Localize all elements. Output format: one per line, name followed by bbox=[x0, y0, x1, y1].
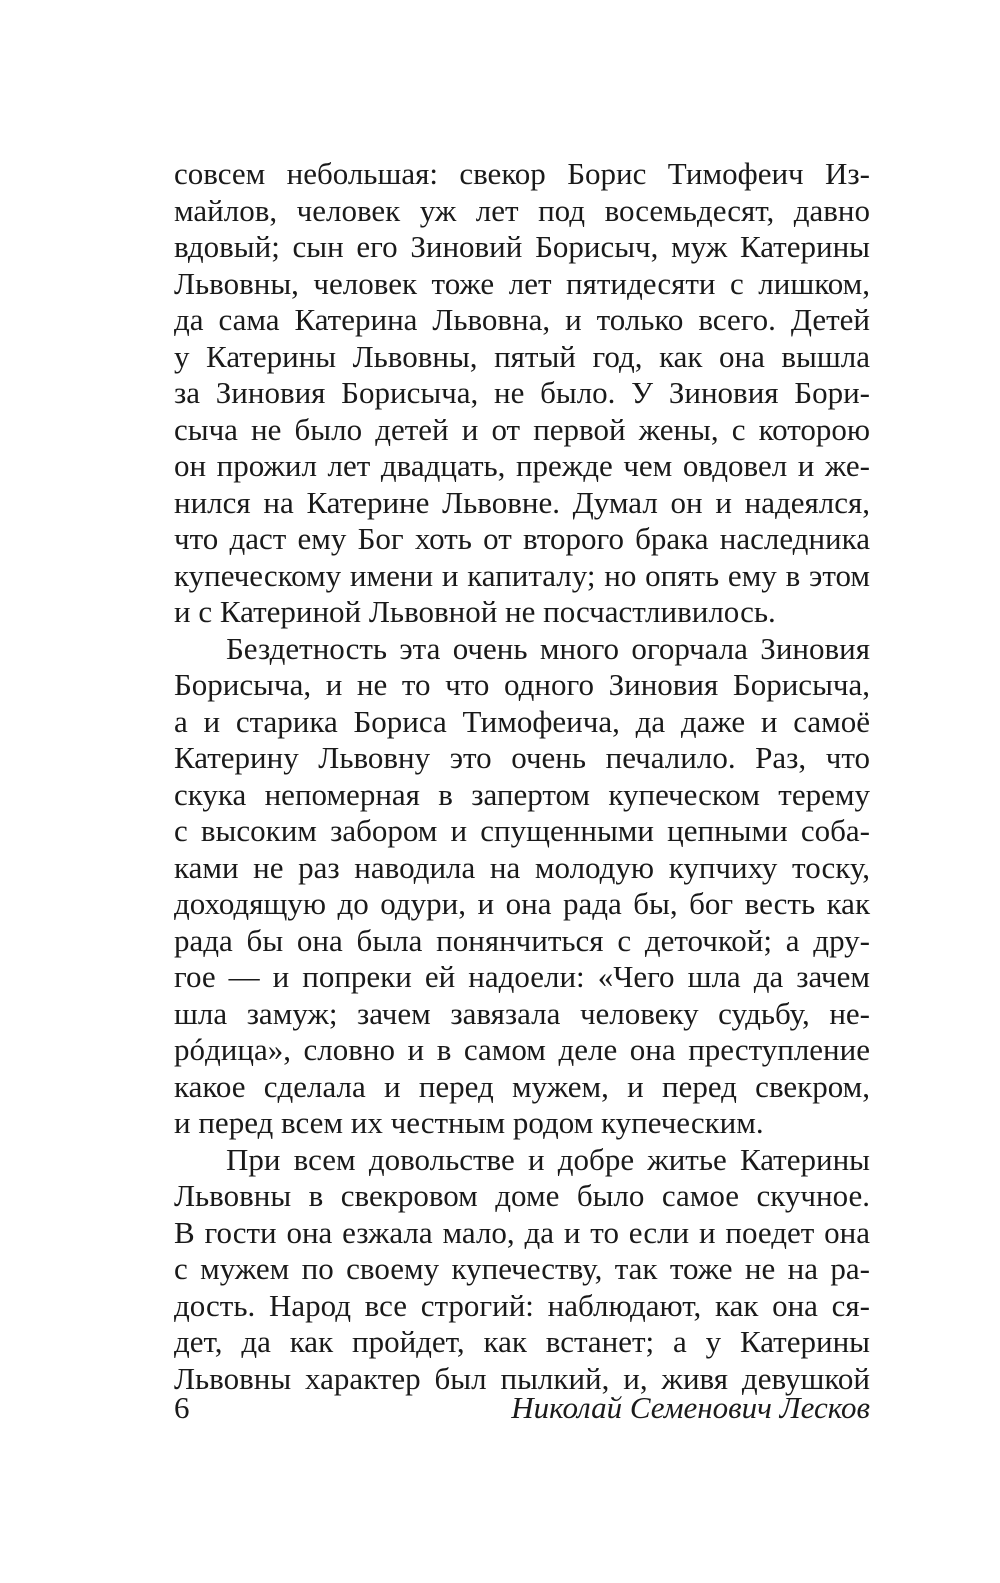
text-line: нился на Катерине Львовне. Думал он и надеялся, bbox=[174, 484, 870, 520]
author-name: Николай Семенович Лесков bbox=[511, 1390, 870, 1425]
text-line: какое сделала и перед мужем, и перед свекром, bbox=[174, 1068, 870, 1104]
text-line: с мужем по своему купечеству, так тоже не на ра- bbox=[174, 1251, 870, 1286]
text-line: ками не раз наводила на молодую купчиху тоску, bbox=[174, 849, 870, 885]
text-line: В гости она езжала мало, да и то если и поедет она bbox=[174, 1214, 870, 1250]
page-footer bbox=[174, 1388, 870, 1428]
text-line: Бездетность эта очень много огорчала Зиновия bbox=[226, 630, 870, 666]
text-line: он прожил лет двадцать, прежде чем овдовел и же- bbox=[174, 448, 870, 483]
text-line: рóдица», словно и в самом деле она преступление bbox=[174, 1032, 870, 1067]
text-line: доходящую до одури, и она рада бы, бог весть как bbox=[174, 886, 870, 921]
text-line: Львовны в свекровом доме было самое скучное. bbox=[174, 1178, 870, 1213]
text-line: скука непомерная в запертом купеческом терему bbox=[174, 776, 870, 812]
text-line: а и старика Бориса Тимофеича, да даже и самоё bbox=[174, 703, 870, 739]
text-line: с высоким забором и спущенными цепными соба- bbox=[174, 813, 870, 848]
text-line: Катерину Львовну это очень печалило. Раз, что bbox=[174, 740, 870, 775]
text-line: Борисыча, и не то что одного Зиновия Борисыча, bbox=[174, 667, 870, 702]
text-line: и перед всем их честным родом купеческим. bbox=[174, 1105, 764, 1140]
text-line: рада бы она была понянчиться с деточкой; а дру- bbox=[174, 922, 870, 958]
text-line: майлов, человек уж лет под восемьдесят, давно bbox=[174, 192, 870, 228]
text-line: дет, да как пройдет, как встанет; а у Катерины bbox=[174, 1324, 870, 1359]
text-line: При всем довольстве и добре житье Катерины bbox=[226, 1141, 870, 1177]
text-line: да сама Катерина Львовна, и только всего. Детей bbox=[174, 302, 870, 337]
text-line: сыча не было детей и от первой жены, с которою bbox=[174, 411, 870, 447]
text-line: гое — и попреки ей надоели: «Чего шла да зачем bbox=[174, 959, 870, 994]
text-line: Львовны характер был пылкий, и, живя девушкой bbox=[174, 1360, 870, 1396]
page-number: 6 bbox=[174, 1390, 190, 1425]
text-line: и с Катериной Львовной не посчастливилось. bbox=[174, 594, 776, 629]
page-text-block bbox=[174, 156, 870, 1397]
text-line: Львовны, человек тоже лет пятидесяти с лишком, bbox=[174, 265, 870, 301]
text-line: что даст ему Бог хоть от второго брака наследника bbox=[174, 521, 870, 556]
text-line: дость. Народ все строгий: наблюдают, как она ся- bbox=[174, 1287, 870, 1323]
text-line: шла замуж; зачем завязала человеку судьбу, не- bbox=[174, 995, 870, 1031]
text-line: за Зиновия Борисыча, не было. У Зиновия Бори- bbox=[174, 375, 870, 410]
text-line: у Катерины Львовны, пятый год, как она вышла bbox=[174, 338, 870, 374]
text-line: совсем небольшая: свекор Борис Тимофеич Из- bbox=[174, 156, 870, 191]
text-line: вдовый; сын его Зиновий Борисыч, муж Катерины bbox=[174, 229, 870, 264]
text-line: купеческому имени и капиталу; но опять ему в этом bbox=[174, 557, 870, 593]
